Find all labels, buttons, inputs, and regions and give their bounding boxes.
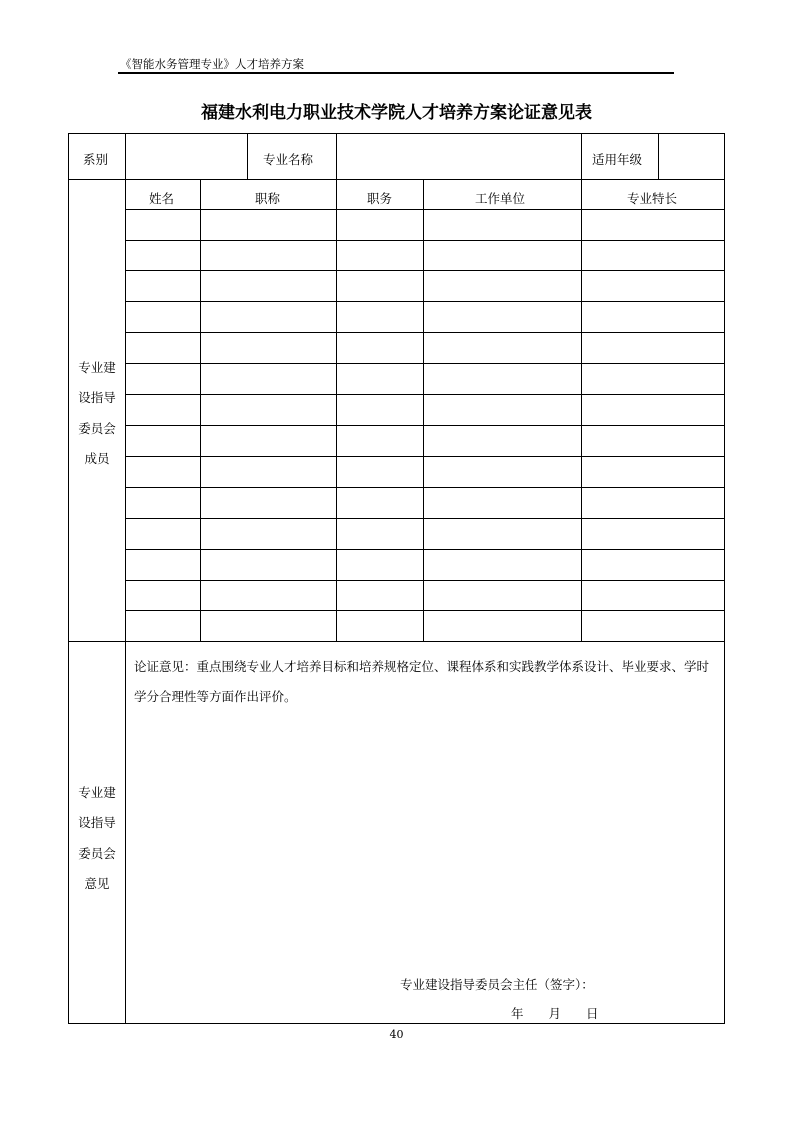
applicable-grade-label: 适用年级: [592, 152, 643, 167]
major-name-label: 专业名称: [263, 152, 314, 167]
opinion-label-line: 专业建: [78, 785, 116, 800]
major-name-value-cell[interactable]: [338, 135, 580, 178]
col-header-title: 职称: [255, 191, 281, 206]
dept-label: 系别: [83, 152, 109, 167]
running-header: 《智能水务管理专业》人才培养方案: [120, 57, 304, 71]
col-header-specialty: 专业特长: [627, 191, 678, 206]
signature-label: 专业建设指导委员会主任（签字）：: [400, 977, 594, 992]
page-number: 40: [389, 1028, 404, 1041]
dept-value-cell[interactable]: [127, 135, 246, 178]
opinion-prompt: 论证意见：重点围绕专业人才培养目标和培养规格定位、课程体系和实践教学体系设计、毕业要求、学时学分合理性等方面作出评价。: [134, 659, 710, 704]
members-label-line: 委员会: [78, 421, 116, 436]
opinion-label-line: 设指导: [78, 815, 116, 830]
opinion-label-line: 委员会: [78, 846, 116, 861]
col-header-work-unit: 工作单位: [475, 191, 526, 206]
members-label-line: 设指导: [78, 390, 116, 405]
col-header-position: 职务: [367, 191, 393, 206]
col-header-name: 姓名: [149, 191, 175, 206]
opinion-label-line: 意见: [84, 876, 110, 891]
members-label-line: 成员: [84, 451, 110, 466]
form-title: 福建水利电力职业技术学院人才培养方案论证意见表: [201, 103, 592, 123]
applicable-grade-value-cell[interactable]: [660, 135, 723, 178]
members-label-line: 专业建: [78, 360, 116, 375]
date-label: 年 月 日: [511, 1006, 599, 1021]
